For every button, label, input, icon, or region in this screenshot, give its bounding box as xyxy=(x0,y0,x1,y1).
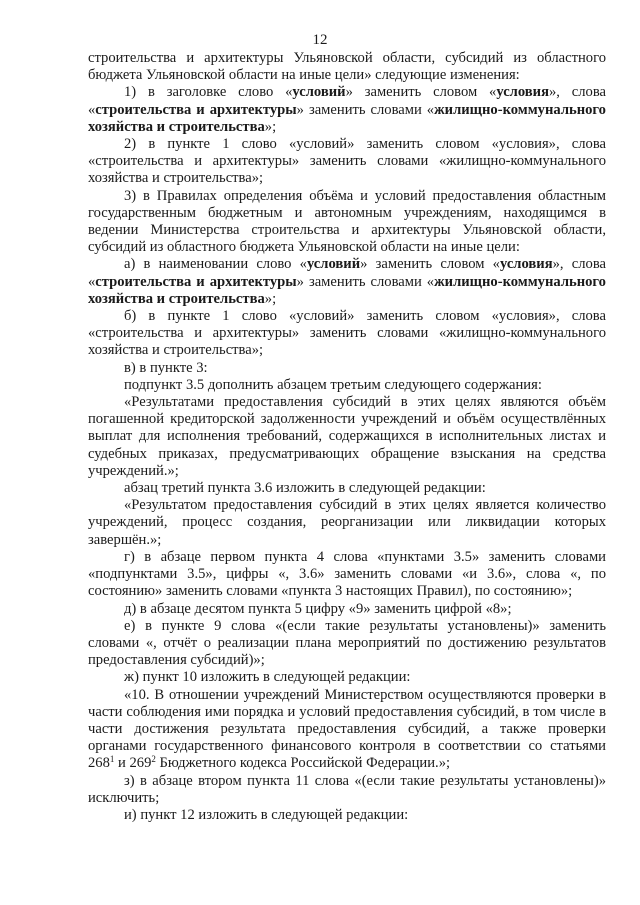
paragraph-subitem-3-5: подпункт 3.5 дополнить абзацем третьим следующего содержания: xyxy=(124,376,542,393)
paragraph-continuation: строительства и архитектуры Ульяновской области, субсидий из областного бюджета Ульяновской области на иные цели» следующие изменения: xyxy=(88,50,606,84)
paragraph-item-zh: ж) пункт 10 изложить в следующей редакции: xyxy=(124,669,411,686)
paragraph-item-3: 3) в Правилах определения объёма и условий предоставления областным государственным бюджетным и автономным учреждениям, находящимся в ведении Министерства строительства и архитектуры Ульяновской области, субсидий из областного бюджета Ульяновской области на иные цели: xyxy=(88,187,606,256)
paragraph-item-a: а) в наименовании слово «условий» заменить словом «условия», слова «строительства и архитектуры» заменить словами «жилищно-коммунального хозяйства и строительства»; xyxy=(88,256,606,307)
page-number: 12 xyxy=(312,32,328,48)
paragraph-item-d: д) в абзаце десятом пункта 5 цифру «9» заменить цифрой «8»; xyxy=(124,600,512,617)
paragraph-item-1: 1) в заголовке слово «условий» заменить словом «условия», слова «строительства и архитектуры» заменить словами «жилищно-коммунального хозяйства и строительства»; xyxy=(88,84,607,135)
paragraph-quote-results: «Результатами предоставления субсидий в этих целях являются объём погашенной кредиторской задолженности учреждений и объём осуществлённых выплат для исполнения требований, содержащихся в исполнительных листах и судебных приказах, предусматривающих обращение взыскания на средства учреждений.»; xyxy=(88,394,606,479)
paragraph-item-i: и) пункт 12 изложить в следующей редакции: xyxy=(124,806,409,823)
paragraph-item-v: в) в пункте 3: xyxy=(124,359,208,376)
paragraph-quote-result-count: «Результатом предоставления субсидий в этих целях является количество учреждений, процесс создания, реорганизации или ликвидации которых завершён.»; xyxy=(88,497,606,548)
paragraph-item-g: г) в абзаце первом пункта 4 слова «пунктами 3.5» заменить словами «подпунктами 3.5», цифры «, 3.6» заменить словами «и 3.6», слова «, по состоянию» заменить словами «пункта 3 настоящих Правил), по состоянию»; xyxy=(88,548,606,600)
paragraph-item-e: е) в пункте 9 слова «(если такие результаты установлены)» заменить словами «, отчёт о реализации плана мероприятий по достижению результатов предоставления субсидий)»; xyxy=(88,617,606,669)
paragraph-item-z: з) в абзаце втором пункта 11 слова «(если такие результаты установлены)» исключить; xyxy=(88,772,606,806)
paragraph-subitem-3-6: абзац третий пункта 3.6 изложить в следующей редакции: xyxy=(124,480,486,497)
paragraph-item-2: 2) в пункте 1 слово «условий» заменить словом «условия», слова «строительства и архитектуры» заменить словами «жилищно-коммунального хозяйства и строительства»; xyxy=(88,136,606,187)
paragraph-item-b: б) в пункте 1 слово «условий» заменить словом «условия», слова «строительства и архитектуры» заменить словами «жилищно-коммунального хозяйства и строительства»; xyxy=(88,308,606,359)
paragraph-quote-point-10: «10. В отношении учреждений Министерством осуществляются проверки в части соблюдения ими порядка и условий предоставления субсидий, в том числе в части достижения результата предоставления субсидий, а также проверки органами государственного финансового контроля в соответствии со статьями $268^1$ и $269^2$ Бюджетного кодекса Российской Федерации.»; xyxy=(88,686,606,772)
document-body xyxy=(88,50,606,824)
